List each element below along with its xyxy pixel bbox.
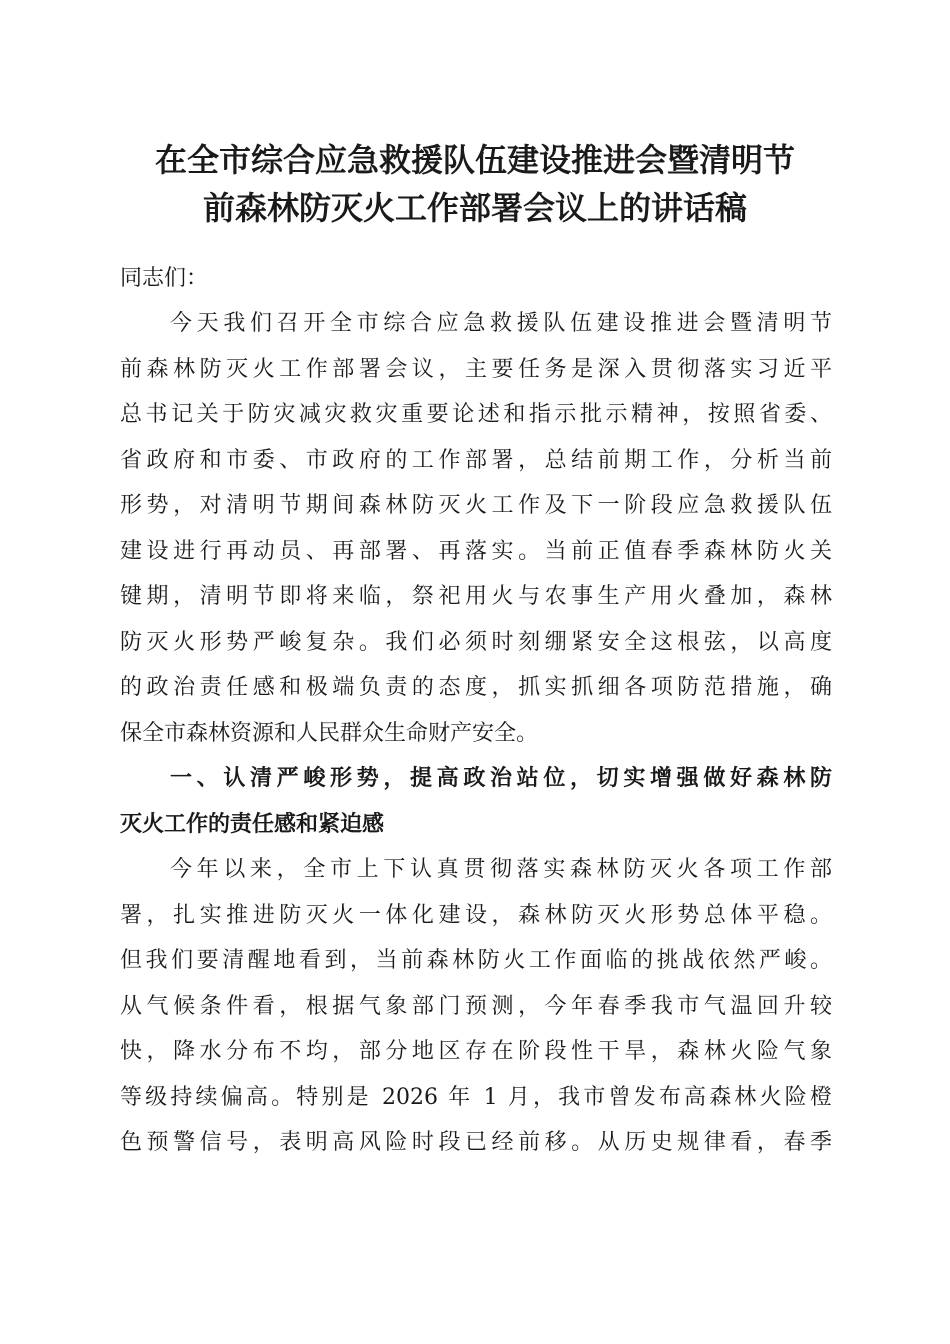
paragraph-line: 键期，清明节即将来临，祭祀用火与农事生产用火叠加，森林 [120,584,832,609]
heading-line: 灭火工作的责任感和紧迫感 [120,810,385,837]
heading-line: 一、认清严峻形势，提高政治站位，切实增强做好森林防 [170,765,832,791]
paragraph-line: 色预警信号，表明高风险时段已经前移。从历史规律看，春季 [120,1130,832,1155]
paragraph-intro [120,301,832,756]
paragraph-line: 从气候条件看，根据气象部门预测，今年春季我市气温回升较 [120,993,832,1019]
document-title [100,136,850,232]
paragraph-line: 省政府和市委、市政府的工作部署，总结前期工作，分析当前 [120,447,832,473]
paragraph-line: 署，扎实推进防灭火一体化建设，森林防灭火形势总体平稳。 [120,902,832,928]
title-line-1: 在全市综合应急救援队伍建设推进会暨清明节 [154,141,795,179]
paragraph-line: 防灭火形势严峻复杂。我们必须时刻绷紧安全这根弦，以高度 [120,629,832,655]
paragraph-situation [120,847,832,1166]
section-heading-1 [120,756,832,847]
paragraph-line: 保全市森林资源和人民群众生命财产安全。 [120,720,539,746]
paragraph-line: 建设进行再动员、再部署、再落实。当前正值春季森林防火关 [120,538,832,564]
paragraph-line: 今年以来，全市上下认真贯彻落实森林防灭火各项工作部 [170,857,832,882]
paragraph-line: 形势，对清明节期间森林防灭火工作及下一阶段应急救援队伍 [120,493,832,518]
title-line-2: 前森林防灭火工作部署会议上的讲话稿 [202,189,747,227]
paragraph-line: 快，降水分布不均，部分地区存在阶段性干旱，森林火险气象 [120,1039,832,1064]
paragraph-line: 今天我们召开全市综合应急救援队伍建设推进会暨清明节 [170,311,832,336]
paragraph-line: 的政治责任感和极端负责的态度，抓实抓细各项防范措施，确 [120,675,832,700]
paragraph-line: 总书记关于防灾减灾救灾重要论述和指示批示精神，按照省委、 [120,402,832,427]
paragraph-line: 前森林防灭火工作部署会议，主要任务是深入贯彻落实习近平 [120,356,832,382]
salutation: 同志们： [120,266,209,291]
paragraph-line: 但我们要清醒地看到，当前森林防火工作面临的挑战依然严峻。 [120,948,832,973]
paragraph-line: 等级持续偏高。特别是 2026 年 1 月，我市曾发布高森林火险橙 [120,1084,832,1110]
